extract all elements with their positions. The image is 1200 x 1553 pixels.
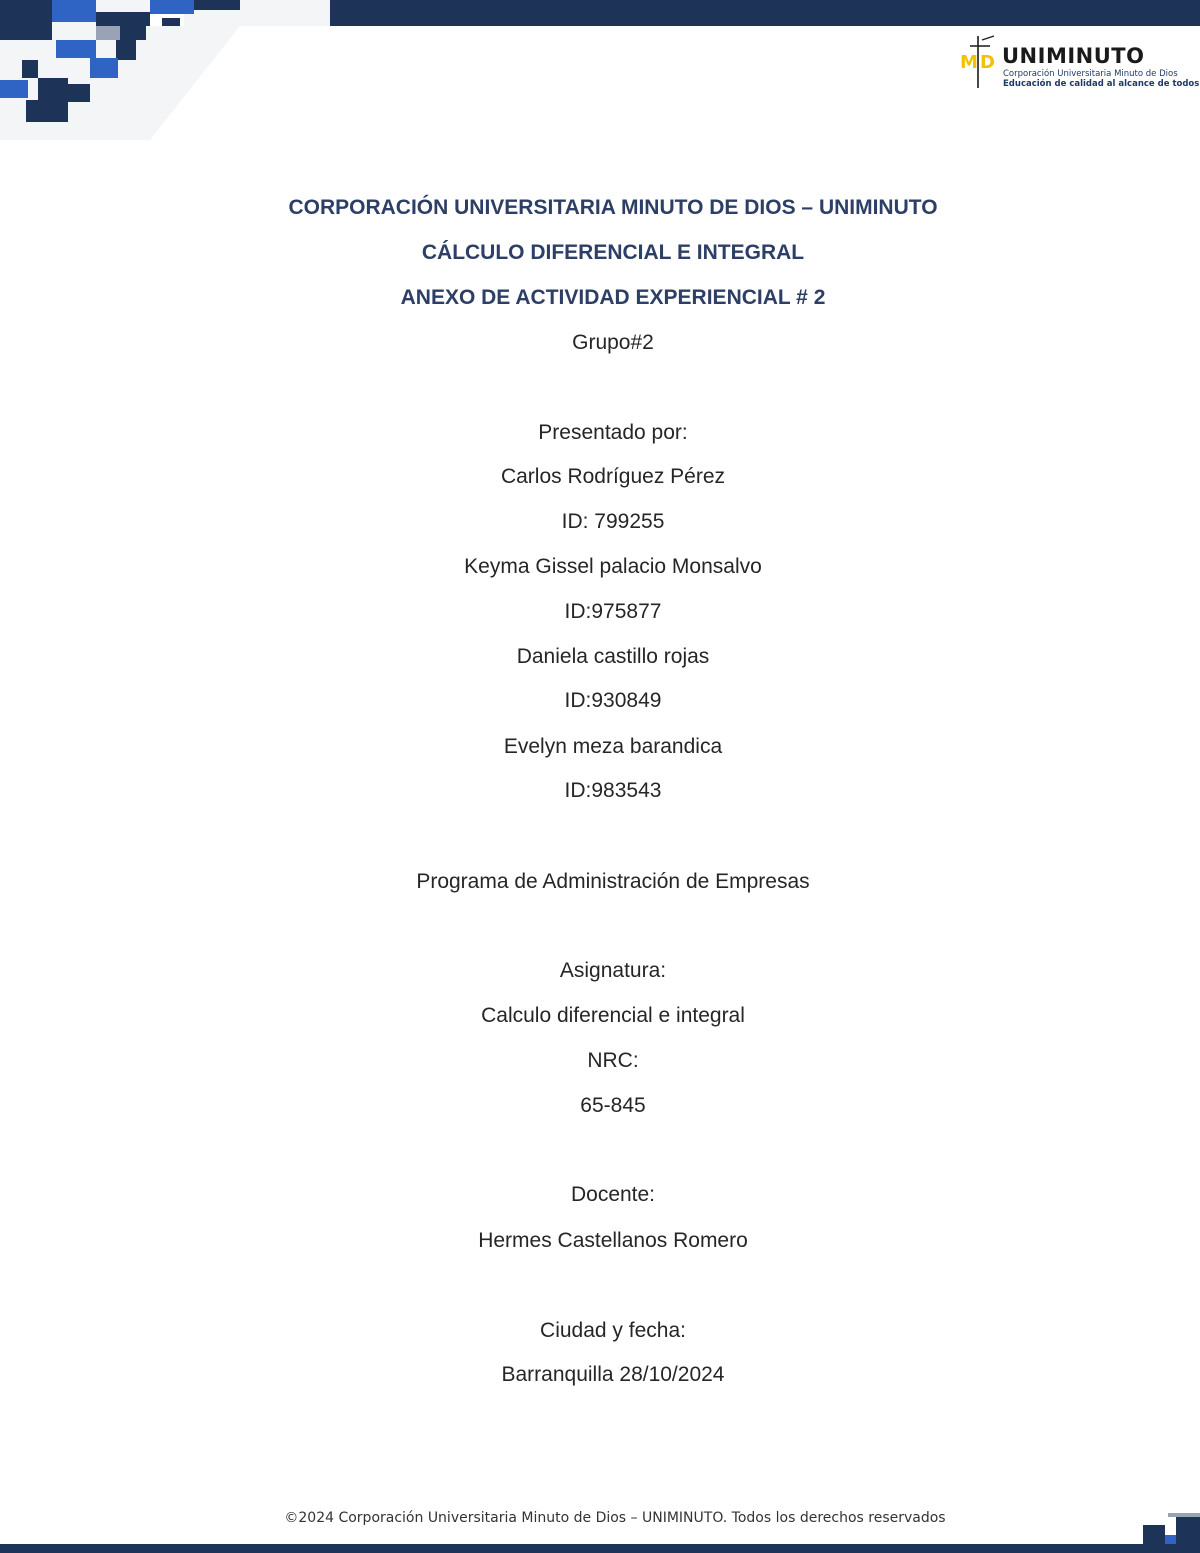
student-id: ID:983543 (564, 779, 662, 802)
logo-name: UNIMINUTO (1002, 44, 1145, 68)
uniminuto-logo-mark-icon (958, 34, 1002, 90)
student-name: Daniela castillo rojas (516, 645, 710, 668)
student-id: ID: 799255 (561, 510, 665, 533)
top-decorative-bar (240, 0, 1200, 26)
course-title: CÁLCULO DIFERENCIAL E INTEGRAL (421, 241, 805, 264)
presented-by-label: Presentado por: (538, 421, 688, 444)
institution-title: CORPORACIÓN UNIVERSITARIA MINUTO DE DIOS – UNIMINUTO (288, 196, 938, 219)
subject-label: Asignatura: (559, 959, 667, 982)
copyright-footer: ©2024 Corporación Universitaria Minuto de Dios – UNIMINUTO. Todos los derechos reservados (284, 1510, 946, 1526)
city-date-value: Barranquilla 28/10/2024 (501, 1363, 725, 1386)
logo-tagline: Educación de calidad al alcance de todos (1003, 79, 1200, 89)
svg-text:M: M (960, 52, 978, 73)
svg-text:D: D (980, 52, 995, 73)
student-name: Keyma Gissel palacio Monsalvo (464, 555, 762, 578)
nrc-value: 65-845 (580, 1094, 646, 1117)
teacher-name: Hermes Castellanos Romero (478, 1229, 748, 1252)
program-name: Programa de Administración de Empresas (416, 870, 810, 893)
teacher-label: Docente: (570, 1183, 656, 1206)
activity-title: ANEXO DE ACTIVIDAD EXPERIENCIAL # 2 (400, 286, 826, 309)
student-name: Carlos Rodríguez Pérez (500, 465, 726, 488)
subject-value: Calculo diferencial e integral (481, 1004, 745, 1027)
group-label: Grupo#2 (572, 331, 654, 354)
corner-pixel-decoration (0, 0, 330, 140)
city-date-label: Ciudad y fecha: (540, 1319, 686, 1342)
student-name: Evelyn meza barandica (503, 735, 723, 758)
uniminuto-logo (958, 34, 1200, 90)
student-id: ID:975877 (564, 600, 662, 623)
logo-subtitle: Corporación Universitaria Minuto de Dios (1003, 69, 1178, 79)
nrc-label: NRC: (587, 1049, 639, 1072)
bottom-decorative-bar (0, 1544, 1200, 1553)
student-id: ID:930849 (564, 689, 662, 712)
